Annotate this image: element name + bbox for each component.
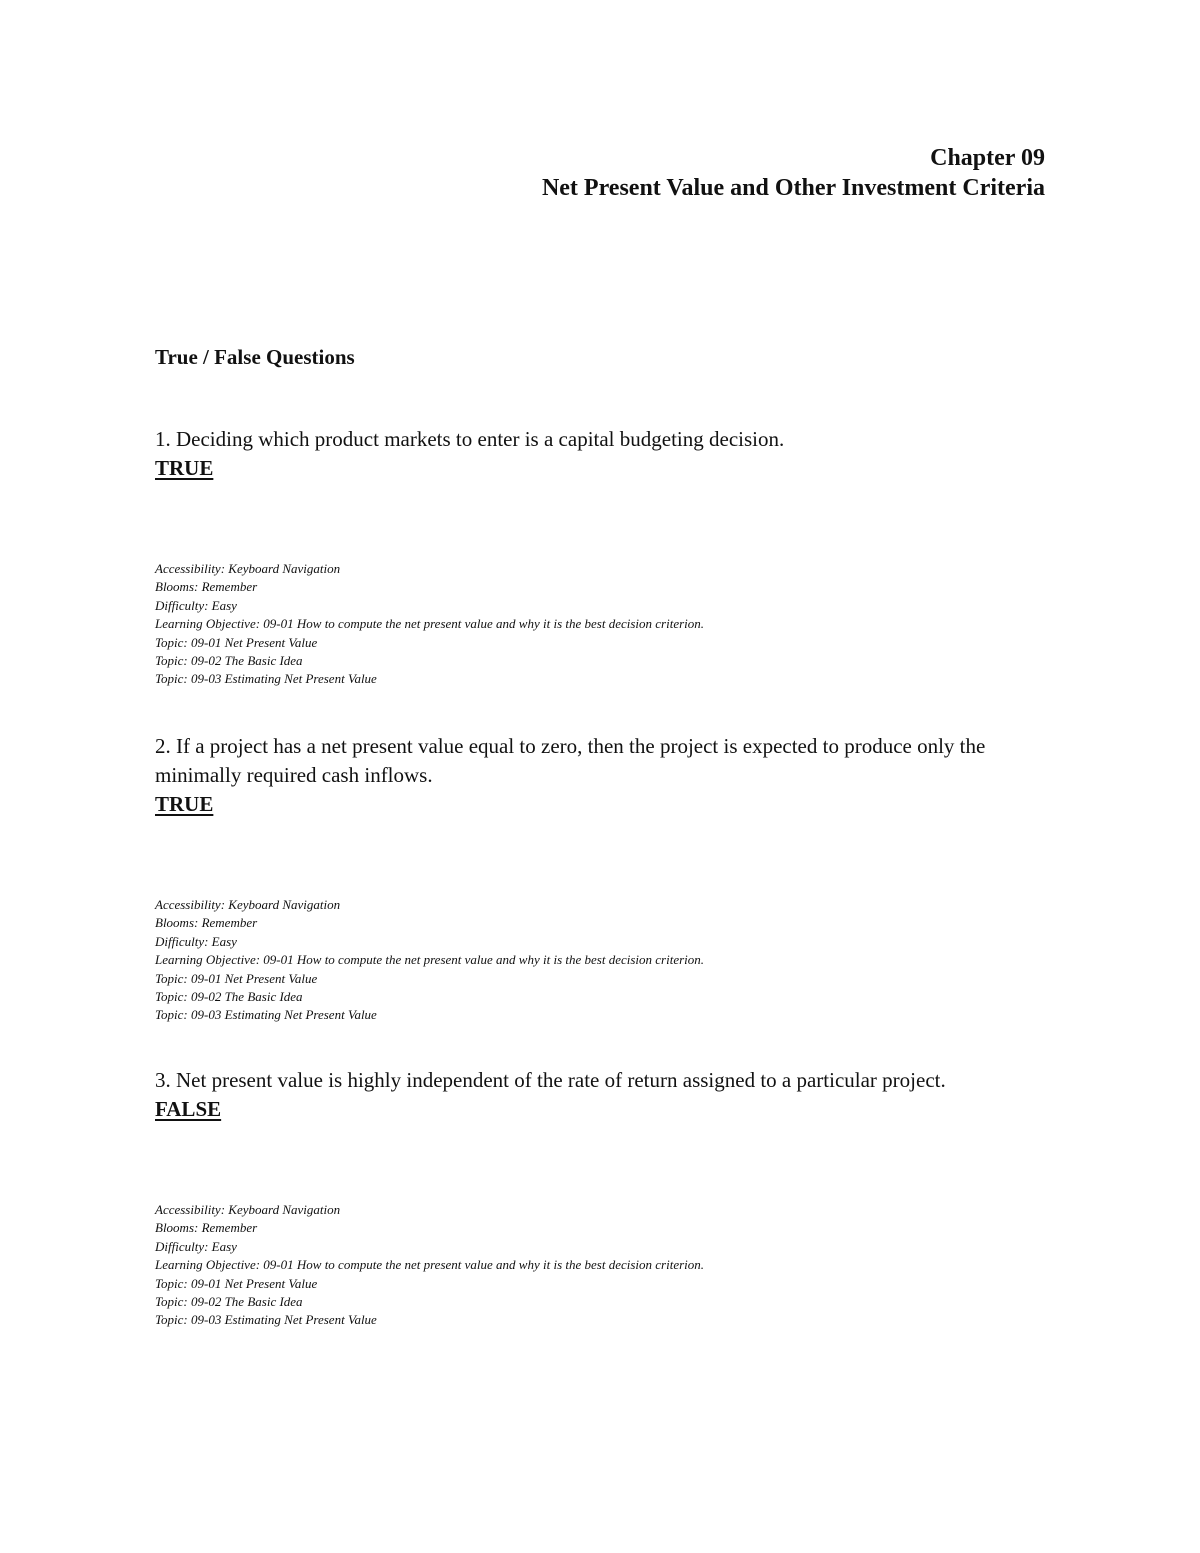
question-metadata [155,896,1035,1025]
meta-blooms: Blooms: Remember [155,579,258,595]
meta-accessibility: Accessibility: Keyboard Navigation [155,561,341,576]
meta-topic: Topic: 09-02 The Basic Idea [155,989,303,1005]
meta-accessibility: Accessibility: Keyboard Navigation [155,897,341,912]
meta-topic: Topic: 09-03 Estimating Net Present Value [155,1007,377,1023]
meta-blooms: Blooms: Remember [155,915,258,931]
meta-difficulty: Difficulty: Easy [155,1238,237,1254]
question-text: 2. If a project has a net present value equal to zero, then the project is expected to produce only the minimally required cash inflows. [155,734,986,787]
question-block [155,732,1035,1025]
meta-topic: Topic: 09-02 The Basic Idea [155,653,303,669]
meta-topic: Topic: 09-03 Estimating Net Present Value [155,671,377,687]
meta-topic: Topic: 09-01 Net Present Value [155,1275,318,1291]
chapter-title: Net Present Value and Other Investment Criteria [541,175,1045,201]
meta-topic: Topic: 09-03 Estimating Net Present Value [155,1312,377,1328]
question-text: 1. Deciding which product markets to enter is a capital budgeting decision. [155,427,785,451]
answer-label: FALSE [155,1097,222,1121]
answer-label: TRUE [155,456,214,480]
question-metadata [155,560,1035,689]
question-block [155,425,1035,689]
meta-learning-objective: Learning Objective: 09-01 How to compute the net present value and why it is the best decision criterion. [155,1257,705,1273]
meta-topic: Topic: 09-01 Net Present Value [155,970,318,986]
meta-topic: Topic: 09-01 Net Present Value [155,634,318,650]
section-title: True / False Questions [155,345,355,369]
chapter-label: Chapter 09 [930,145,1045,171]
meta-learning-objective: Learning Objective: 09-01 How to compute the net present value and why it is the best decision criterion. [155,952,705,968]
page-header [542,143,1045,203]
question-text: 3. Net present value is highly independent of the rate of return assigned to a particular project. [155,1068,946,1092]
meta-learning-objective: Learning Objective: 09-01 How to compute the net present value and why it is the best decision criterion. [155,616,705,632]
question-block [155,1066,1035,1330]
meta-blooms: Blooms: Remember [155,1220,258,1236]
meta-accessibility: Accessibility: Keyboard Navigation [155,1202,341,1217]
answer-label: TRUE [155,792,214,816]
meta-difficulty: Difficulty: Easy [155,933,237,949]
meta-difficulty: Difficulty: Easy [155,597,237,613]
question-metadata [155,1201,1035,1330]
meta-topic: Topic: 09-02 The Basic Idea [155,1294,303,1310]
